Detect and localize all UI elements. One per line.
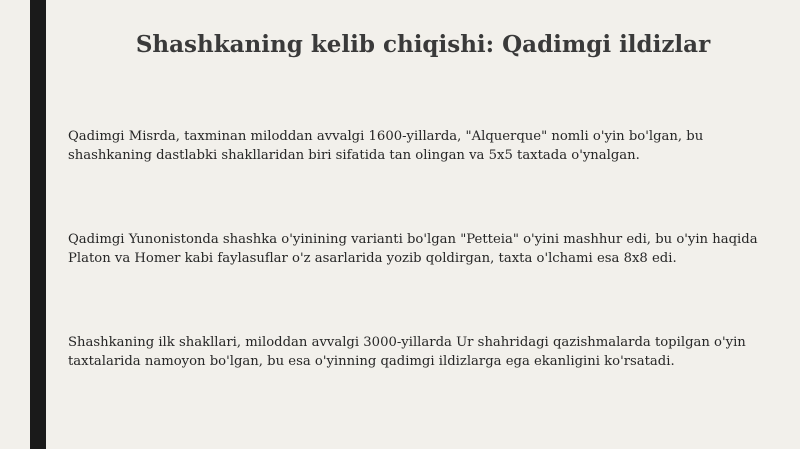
paragraph-alquerque: Qadimgi Misrda, taxminan miloddan avvalgi 1600-yillarda, "Alquerque" nomli o'yin bo'lgan, bu shashkaning dastlabki shakllaridan biri sifatida tan olingan va 5x5 taxtada o'ynalgan. — [68, 129, 704, 163]
paragraph-ur-origins: Shashkaning ilk shakllari, miloddan avvalgi 3000-yillarda Ur shahridagi qazishmalarda topilgan o'yin taxtalarida namoyon bo'lgan, bu esa o'yinning qadimgi ildizlarga ega ekanligini ko'rsatadi. — [68, 335, 746, 369]
paragraph-petteia: Qadimgi Yunonistonda shashka o'yinining varianti bo'lgan "Petteia" o'yini mashhur edi, bu o'yin haqida Platon va Homer kabi faylasuflar o'z asarlarida yozib qoldirgan, taxta o'lchami esa 8x8 edi. — [68, 232, 758, 266]
left-accent-bar — [30, 0, 46, 449]
slide-title: Shashkaning kelib chiqishi: Qadimgi ildizlar — [135, 31, 711, 58]
